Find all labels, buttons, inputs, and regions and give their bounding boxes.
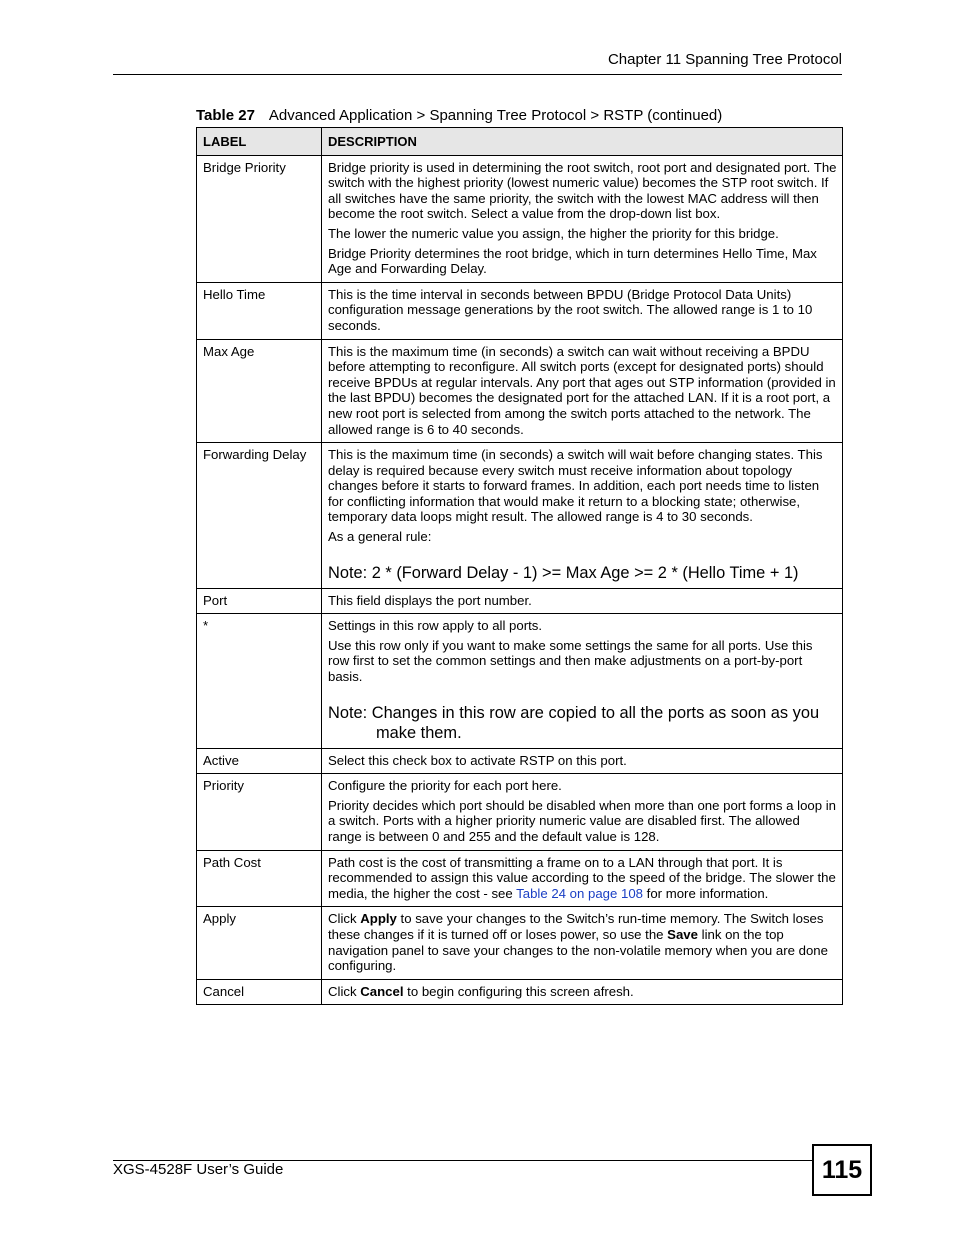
table-row (197, 339, 843, 443)
text-run: Click (328, 911, 361, 927)
description-paragraph: Bridge priority is used in determining the root switch, root port and designated port. The switch with the highest priority (lowest numeric value) becomes the STP root switch. If all switches have the same priority, the switch with the lowest MAC address will then become the root switch. Select a value from the drop-down list box. (328, 159, 837, 222)
table-row (197, 614, 843, 748)
row-label: Priority (197, 774, 322, 850)
label-column-header: LABEL (197, 128, 322, 156)
description-paragraph: This field displays the port number. (328, 592, 532, 608)
row-label: Active (197, 748, 322, 774)
row-label: Bridge Priority (197, 155, 322, 282)
page-number: 115 (812, 1144, 872, 1196)
text-run: Click (328, 983, 361, 999)
row-description (322, 588, 843, 614)
row-label: Hello Time (197, 282, 322, 339)
row-label: Apply (197, 907, 322, 979)
rstp-table (196, 127, 843, 1005)
table-row (197, 850, 843, 907)
text-run: for more information. (643, 885, 769, 901)
table-row (197, 907, 843, 979)
row-description (322, 155, 843, 282)
table-title: Advanced Application > Spanning Tree Protocol > RSTP (continued) (268, 107, 723, 124)
save-keyword: Save (667, 926, 698, 942)
row-description (322, 774, 843, 850)
table-row (197, 774, 843, 850)
description-paragraph: Use this row only if you want to make some settings the same for all ports. Use this row first to set the common settings and then make adjustments on a port-by-port basis. (328, 637, 813, 685)
row-description (322, 614, 843, 748)
text-run: link on the top navigation panel to save your changes to the non-volatile memory when you are done configuring. (328, 926, 828, 974)
row-label: Cancel (197, 979, 322, 1005)
description-paragraph: The lower the numeric value you assign, the higher the priority for this bridge. (328, 225, 779, 241)
description-column-header: DESCRIPTION (322, 128, 843, 156)
row-label: * (197, 614, 322, 748)
chapter-header: Chapter 11 Spanning Tree Protocol (607, 51, 842, 68)
note: Note: Changes in this row are copied to all the ports as soon as you make them. (328, 703, 820, 742)
text-run: to begin configuring this screen afresh. (403, 983, 634, 999)
cancel-keyword: Cancel (360, 983, 404, 999)
description-paragraph (328, 911, 837, 973)
row-description (322, 850, 843, 907)
description-paragraph: This is the maximum time (in seconds) a switch can wait without receiving a BPDU before attempting to reconfigure. All switch ports (except for designated ports) should receive BPDUs at regular intervals. Any port that ages out STP information (provided in the last BPDU) becomes the designated port for the attached LAN. If it is a root port, a new root port is selected from among the switch ports attached to the network. The allowed range is 6 to 40 seconds. (328, 343, 836, 437)
row-label: Port (197, 588, 322, 614)
row-description (322, 748, 843, 774)
table-row (197, 588, 843, 614)
description-paragraph (328, 984, 837, 1000)
table-row (197, 155, 843, 282)
description-paragraph: As a general rule: (328, 529, 432, 545)
guide-title: XGS-4528F User’s Guide (113, 1161, 284, 1178)
table-caption (196, 107, 722, 124)
text-run: Path cost is the cost of transmitting a frame on to a LAN through that port. It is recommended to assign this value according to the speed of the bridge. The slower the media, the higher the cost - see (328, 854, 836, 901)
description-paragraph: Settings in this row apply to all ports. (328, 618, 543, 634)
table-number: Table 27 (196, 107, 255, 124)
row-description (322, 979, 843, 1005)
table-row (197, 443, 843, 589)
description-paragraph (328, 855, 837, 902)
text-run: to save your changes to the Switch’s run-time memory. The Switch loses these changes if it is turned off or loses power, so use the (328, 911, 824, 942)
table-header-row (197, 128, 843, 156)
table-row (197, 282, 843, 339)
table-row (197, 979, 843, 1005)
description-paragraph: Bridge Priority determines the root bridge, which in turn determines Hello Time, Max Age and Forwarding Delay. (328, 245, 817, 277)
row-description (322, 443, 843, 589)
row-label: Forwarding Delay (197, 443, 322, 589)
row-description (322, 282, 843, 339)
description-paragraph: This is the maximum time (in seconds) a switch will wait before changing states. This delay is required because every switch must receive information about topology changes before it starts to forward frames. In addition, each port needs time to listen for conflicting information that would make it return to a blocking state; otherwise, temporary data loops might result. The allowed range is 4 to 30 seconds. (328, 447, 823, 525)
description-paragraph: Select this check box to activate RSTP on this port. (328, 752, 627, 768)
row-label: Path Cost (197, 850, 322, 907)
table-row (197, 748, 843, 774)
description-paragraph: Priority decides which port should be disabled when more than one port forms a loop in a switch. Ports with a higher priority numeric value are disabled first. The allowed range is between 0 and 255 and the default value is 128. (328, 797, 837, 844)
row-description (322, 907, 843, 979)
description-paragraph: This is the time interval in seconds between BPDU (Bridge Protocol Data Units) configuration message generations by the root switch. The allowed range is 1 to 10 seconds. (328, 286, 813, 333)
header-rule (113, 74, 842, 75)
row-label: Max Age (197, 339, 322, 443)
note: Note: 2 * (Forward Delay - 1) >= Max Age >= 2 * (Hello Time + 1) (328, 563, 799, 582)
apply-keyword: Apply (360, 911, 397, 927)
row-description (322, 339, 843, 443)
table-24-link[interactable]: Table 24 on page 108 (516, 885, 644, 901)
description-paragraph: Configure the priority for each port here. (328, 778, 562, 794)
